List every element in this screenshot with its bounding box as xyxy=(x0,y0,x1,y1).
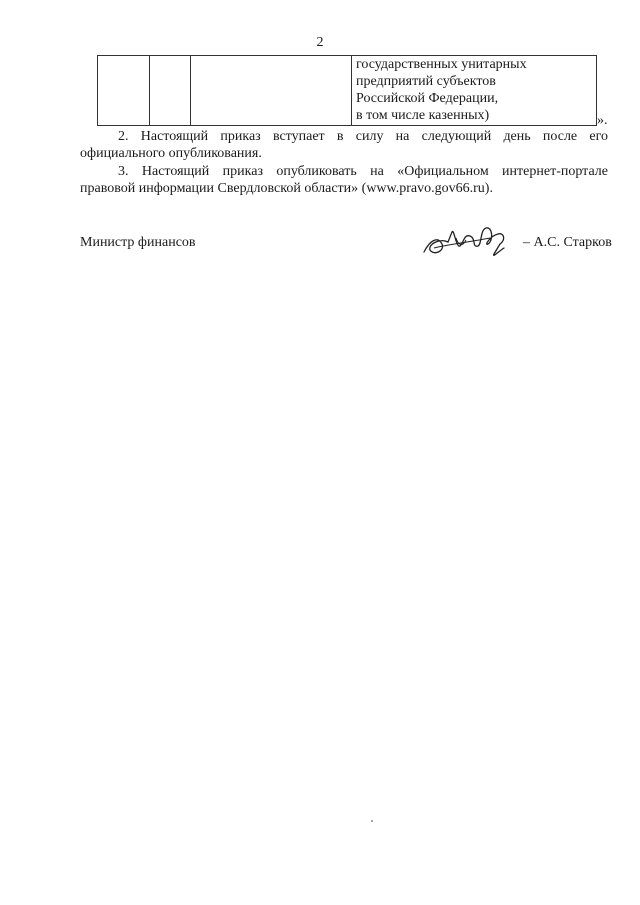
continued-table xyxy=(97,55,597,126)
paragraph-line: официального опубликования. xyxy=(80,146,262,161)
paragraph-publication xyxy=(80,163,608,197)
signatory-name: – А.С. Старков xyxy=(523,235,612,250)
handwritten-signature xyxy=(420,218,520,260)
table-cell-empty xyxy=(191,56,352,126)
scan-speck xyxy=(371,820,373,822)
table-row xyxy=(98,56,597,126)
paragraph-effective-date xyxy=(80,128,608,162)
page-number: 2 xyxy=(316,35,324,50)
cell-text-line: государственных унитарных xyxy=(356,57,527,72)
cell-text-line: в том числе казенных) xyxy=(356,108,490,123)
paragraph-first-line: 3. Настоящий приказ опубликовать на «Официальном интернет-портале xyxy=(118,164,608,179)
cell-text-line: Российской Федерации, xyxy=(356,91,499,106)
paragraph-line: правовой информации Свердловской области» (www.pravo.gov66.ru). xyxy=(80,181,493,196)
table-cell-text xyxy=(352,56,597,126)
paragraph-first-line: 2. Настоящий приказ вступает в силу на следующий день после его xyxy=(118,129,608,144)
cell-text-line: предприятий субъектов xyxy=(356,74,496,89)
table-cell-empty xyxy=(150,56,191,126)
table-cell-empty xyxy=(98,56,150,126)
table-closing-mark: ». xyxy=(597,113,608,128)
signatory-position: Министр финансов xyxy=(80,235,196,250)
